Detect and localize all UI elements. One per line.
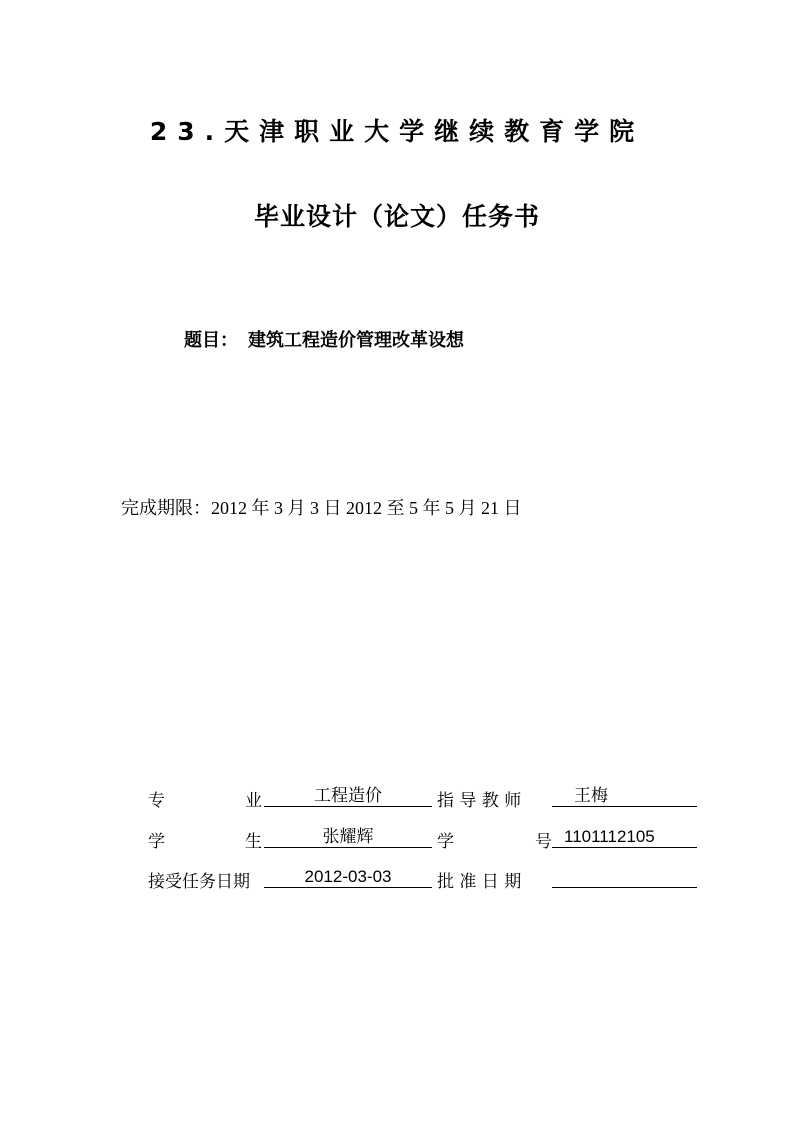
major-value: 工程造价	[264, 786, 432, 807]
deadline-line: 完成期限：2012 年 3 月 3 日 2012 至 5 年 5 月 21 日	[121, 498, 522, 518]
topic-value: 建筑工程造价管理改革设想	[248, 330, 464, 351]
student-label-b: 生	[245, 832, 262, 852]
student-label-a: 学	[148, 832, 165, 852]
id-value	[552, 827, 697, 848]
document-subtitle: 毕业设计（论文）任务书	[253, 202, 540, 231]
student-value: 张耀辉	[264, 827, 432, 848]
major-label-a: 专	[148, 791, 165, 811]
advisor-label: 指 导 教 师	[437, 791, 522, 811]
topic-line	[184, 326, 464, 352]
approve-date-label: 批 准 日 期	[437, 872, 522, 892]
id-label-a: 学	[437, 832, 454, 852]
advisor-value-text: 王梅	[574, 786, 608, 806]
id-label-b: 号	[535, 832, 552, 852]
document-title: 23.天津职业大学继续教育学院	[149, 117, 645, 146]
accept-date-value: 2012-03-03	[264, 867, 432, 888]
approve-date-value	[552, 867, 697, 888]
major-label-b: 业	[245, 791, 262, 811]
accept-date-label: 接受任务日期	[148, 872, 250, 892]
advisor-value	[552, 786, 697, 807]
id-value-text: 1101112105	[564, 827, 655, 846]
topic-label: 题目：	[184, 330, 238, 351]
